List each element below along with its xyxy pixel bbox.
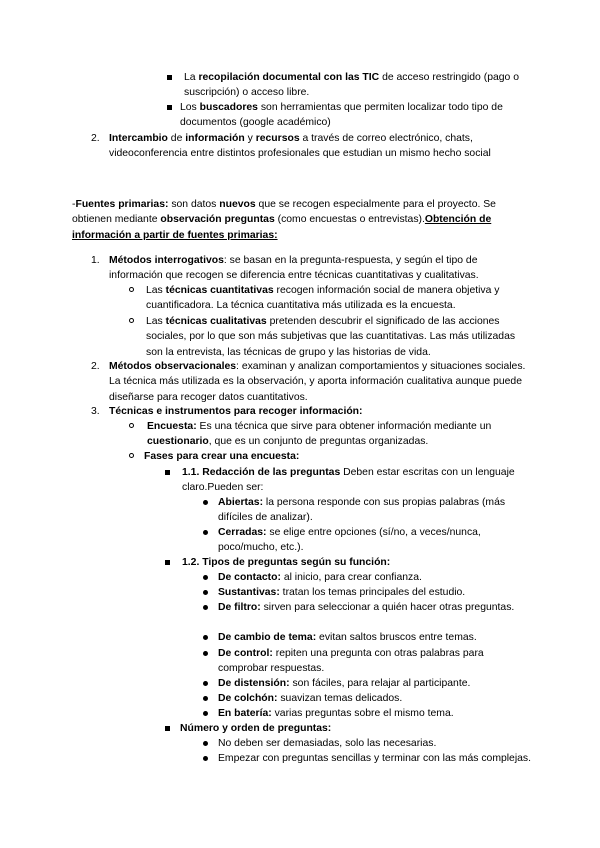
dot-bullet-icon xyxy=(203,756,208,761)
list-item-text: Técnicas e instrumentos para recoger información: xyxy=(109,406,363,417)
list-item xyxy=(203,495,533,526)
list-item xyxy=(129,283,529,314)
list-number: 2. xyxy=(91,133,100,144)
dot-bullet-icon xyxy=(203,651,208,656)
dot-bullet-icon xyxy=(203,741,208,746)
list-item-text: Las técnicas cuantitativas recogen información social de manera objetiva y cuantificadora. La técnica cuantitativa más utilizada es la encuesta. xyxy=(146,285,500,312)
square-bullet-icon xyxy=(165,470,170,475)
list-item xyxy=(203,676,533,691)
circle-bullet-icon xyxy=(129,287,134,292)
list-item xyxy=(165,555,525,570)
square-bullet-icon xyxy=(165,726,170,731)
circle-bullet-icon xyxy=(129,423,134,428)
list-item xyxy=(165,465,525,496)
list-item-text: 1.2. Tipos de preguntas según su función: xyxy=(182,557,391,568)
list-item xyxy=(203,570,533,585)
list-number: 1. xyxy=(91,255,100,266)
circle-bullet-icon xyxy=(129,318,134,323)
dot-bullet-icon xyxy=(203,605,208,610)
dot-bullet-icon xyxy=(203,711,208,716)
dot-bullet-icon xyxy=(203,575,208,580)
list-item-text: 1.1. Redacción de las preguntas Deben estar escritas con un lenguaje claro.Pueden ser: xyxy=(182,467,515,494)
list-item xyxy=(129,314,529,360)
dot-bullet-icon xyxy=(203,696,208,701)
dot-bullet-icon xyxy=(203,681,208,686)
list-item-text: Los buscadores son herramientas que permiten localizar todo tipo de documentos (google académico) xyxy=(180,102,503,129)
list-number: 3. xyxy=(91,406,100,417)
section-heading: Obtención de información a partir de fuentes primarias: xyxy=(72,214,492,241)
list-item-text: De cambio de tema: evitan saltos bruscos entre temas. xyxy=(218,632,477,643)
list-item-text: Las técnicas cualitativas pretenden descubrir el significado de las acciones sociales, por lo que son más subjetivas que las cuantitativas. Las más utilizadas son la entrevista, las técnicas de grupo y las historias de vida. xyxy=(146,316,516,358)
square-bullet-icon xyxy=(165,560,170,565)
list-item-text: De filtro: sirven para seleccionar a quién hacer otras preguntas. xyxy=(218,602,515,613)
list-item xyxy=(91,131,531,162)
list-item xyxy=(203,706,533,721)
list-item xyxy=(203,630,533,645)
list-item-text: Empezar con preguntas sencillas y terminar con las más complejas. xyxy=(218,753,532,764)
list-item xyxy=(165,721,525,736)
list-item-text: Métodos observacionales: examinan y analizan comportamientos y situaciones sociales. La técnica más utilizada es la observación, y aporta información cualitativa aunque puede diseñarse para recoger datos cuantitativos. xyxy=(109,361,526,403)
list-item xyxy=(203,585,533,600)
paragraph-fuentes-primarias xyxy=(72,197,534,243)
list-item xyxy=(203,646,533,677)
list-item xyxy=(129,449,529,464)
list-item xyxy=(203,736,533,751)
list-item-text: La recopilación documental con las TIC de acceso restringido (pago o suscripción) o acceso libre. xyxy=(184,72,519,99)
list-item-text: Número y orden de preguntas: xyxy=(180,723,332,734)
list-item-text: De control: repiten una pregunta con otras palabras para comprobar respuestas. xyxy=(218,648,484,675)
list-item xyxy=(167,70,537,101)
list-item xyxy=(203,691,533,706)
circle-bullet-icon xyxy=(129,453,134,458)
list-item-text: Métodos interrogativos: se basan en la pregunta-respuesta, y según el tipo de información que recogen se diferencia entre técnicas cuantitativas y cualitativas. xyxy=(109,255,479,282)
list-item-text: De contacto: al inicio, para crear confianza. xyxy=(218,572,422,583)
square-bullet-icon xyxy=(167,75,172,80)
square-bullet-icon xyxy=(167,105,172,110)
list-item xyxy=(203,600,533,615)
list-item-text: En batería: varias preguntas sobre el mismo tema. xyxy=(218,708,454,719)
list-item-text: Cerradas: se elige entre opciones (sí/no, a veces/nunca, poco/mucho, etc.). xyxy=(218,527,481,554)
dot-bullet-icon xyxy=(203,590,208,595)
list-item xyxy=(91,359,531,405)
list-item-text: Encuesta: Es una técnica que sirve para obtener información mediante un cuestionario, que es un conjunto de preguntas organizadas. xyxy=(147,421,492,448)
list-item-text: Intercambio de información y recursos a través de correo electrónico, chats, videoconferencia entre distintos profesionales que estudian un mismo hecho social xyxy=(109,133,491,160)
list-item xyxy=(91,404,531,419)
list-item-text: No deben ser demasiadas, solo las necesarias. xyxy=(218,738,437,749)
paragraph-text: -Fuentes primarias: son datos nuevos que se recogen especialmente para el proyecto. Se obtienen mediante observación preguntas (como encuestas o entrevistas).Obtención de información a partir de fuentes primarias: xyxy=(72,199,496,241)
list-item xyxy=(203,525,533,556)
list-item-text: Sustantivas: tratan los temas principales del estudio. xyxy=(218,587,466,598)
list-item xyxy=(91,253,531,284)
dot-bullet-icon xyxy=(203,530,208,535)
list-item-text: Abiertas: la persona responde con sus propias palabras (más difíciles de analizar). xyxy=(218,497,506,524)
list-number: 2. xyxy=(91,361,100,372)
list-item-text: De colchón: suavizan temas delicados. xyxy=(218,693,403,704)
list-item xyxy=(203,751,533,766)
list-item xyxy=(167,100,537,131)
list-item xyxy=(129,419,529,450)
list-item-text: Fases para crear una encuesta: xyxy=(144,451,300,462)
dot-bullet-icon xyxy=(203,635,208,640)
dot-bullet-icon xyxy=(203,500,208,505)
list-item-text: De distensión: son fáciles, para relajar al participante. xyxy=(218,678,471,689)
